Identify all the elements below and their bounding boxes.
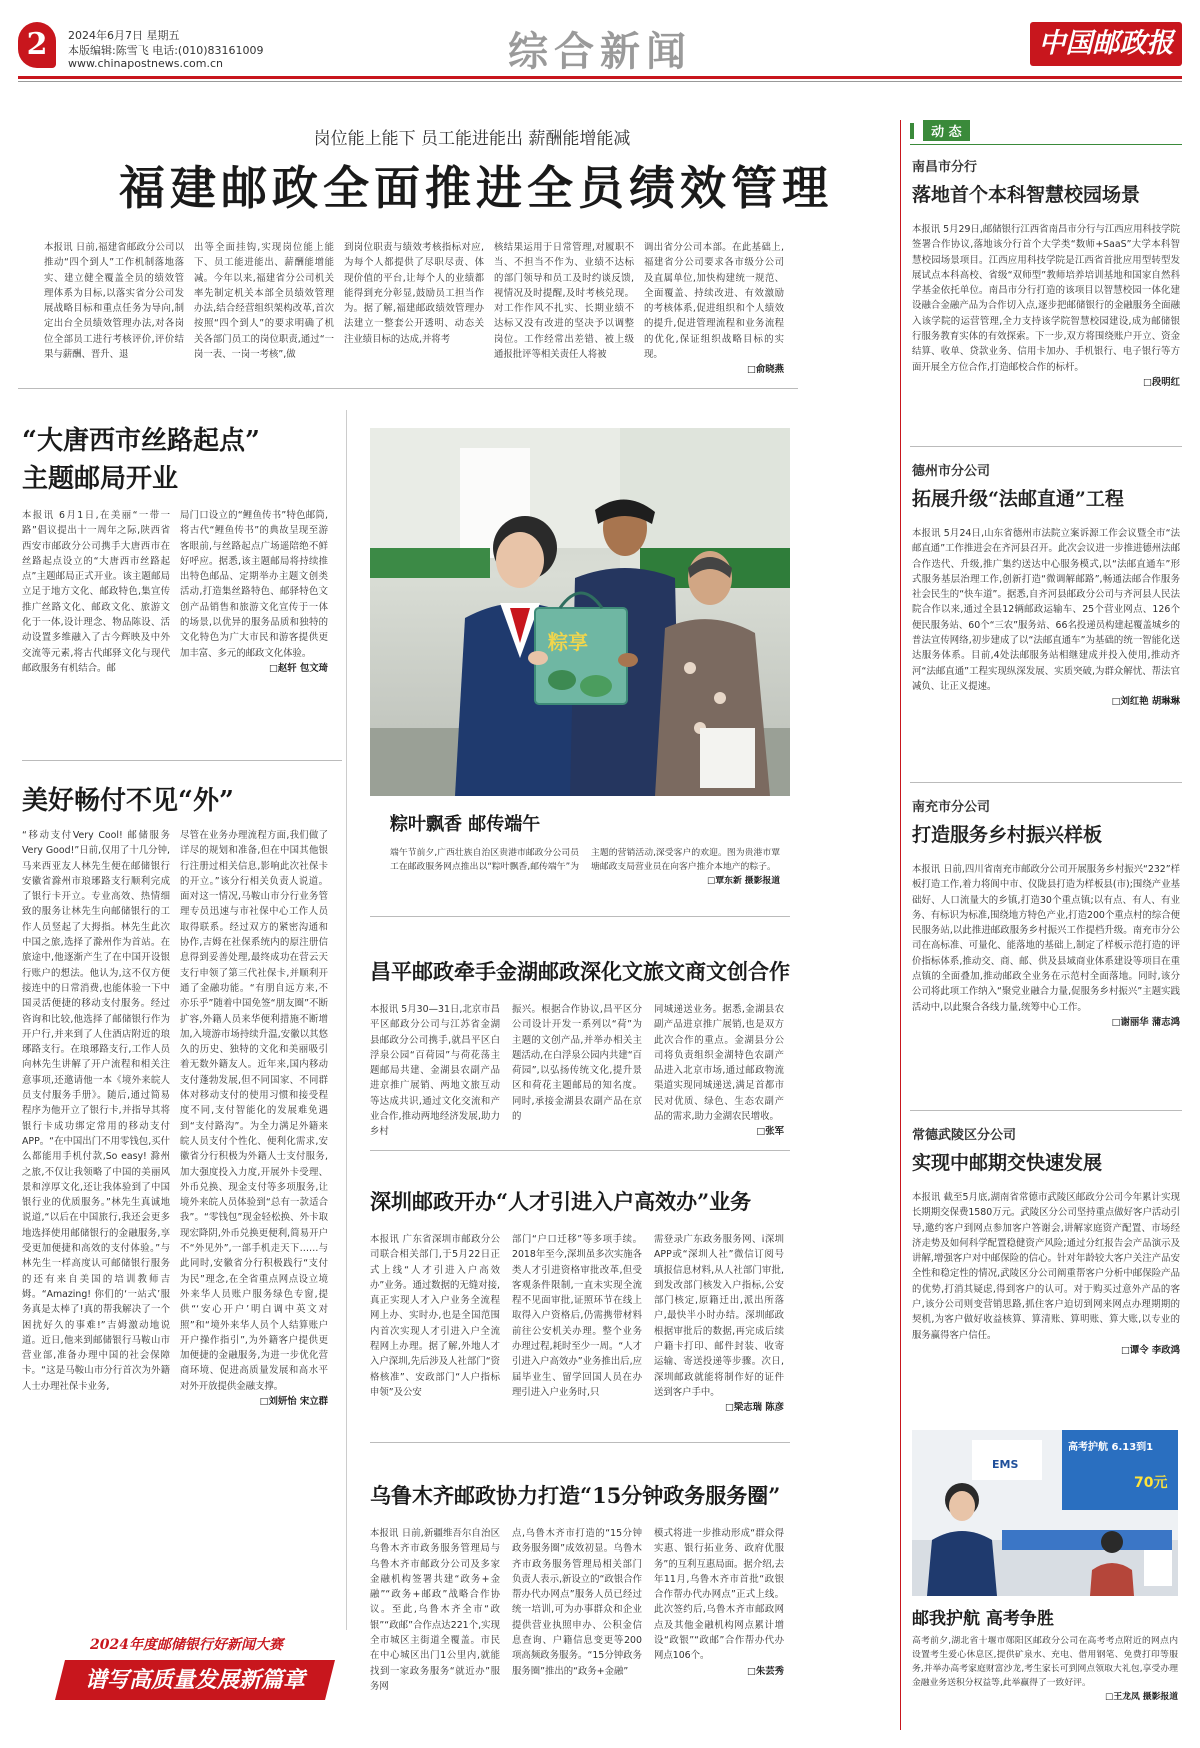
sidebar-item-4-byline: □谭令 李政鸿 bbox=[1121, 1344, 1180, 1356]
changping-byline: □张军 bbox=[756, 1126, 784, 1138]
payment-col-2-text: 尽管在业务办理流程方面,我们做了详尽的规划和准备,但在中国其他银行注册过相关信息,影响此次社保卡的开立。”该分行相关负责人说道。面对这一情况,马鞍山市分行业务管理专员迅速与市社保中心工作人员取得联系。经过双方的紧密沟通和协作,吉姆在社保系统内的原注册信息得到妥善处理,最终成功在营云天支行申领了第三代社保卡,并顺利开通了金融功能。“有朋自远方来,不亦乐乎”随着中国免签“朋友圈”不断扩容,外籍人员来华便利措施不断增加,入境游市场持续升温,安徽以其悠久的历史、独特的文化和美丽吸引着无数外籍友人。近年来,国内移动支付蓬勃发展,但不同国家、不同群体对移动支付的使用习惯和接受程度不同,支付智能化的发展难免遇到“支付路沟”。为全力满足外籍来皖人员支付个性化、便利化需求,安徽省分行积极为外籍人士支付服务,加大强度投入力度,开展外卡受理、外币兑换、现金支付等多项服务,让境外来皖人员体验到“总有一款适合我”。“零钱包”现金轻松换、外卡取现宏降阴,外币兑换更便利,简易开户不“外见外”,一部手机走天下……与此同时,安徽省分行积极践行“支付为民”理念,在全省重点网点设立境外来华人员账户服务绿色专窗,提供“‘安心开户’明白调中英文对照”和“境外来华人员个人结算账户开户操作指引”,为外籍客户提供更加便捷的金融服务,为进一步优化营商环境、促进高质量发展和高水平对外开放提供金融支撑。 bbox=[180, 830, 328, 1392]
website: www.chinapostnews.com.cn bbox=[68, 57, 223, 70]
urumqi-col-1 bbox=[370, 1526, 500, 1726]
lead-col-5 bbox=[644, 240, 784, 378]
silk-title-1: “大唐西市丝路起点” bbox=[22, 426, 260, 456]
main-photo-caption bbox=[390, 846, 780, 906]
sidebar-header-mark bbox=[910, 123, 914, 139]
page-number: 2 bbox=[26, 27, 48, 62]
sidebar-item-1-text: 本报讯 5月29日,邮储银行江西省南昌市分行与江西应用科技学院签署合作协议,落地该分行首个大学类“数师+SaaS”大学本科智慧校园场景项目。江西应用科技学院是江西省首批应用型转型发展试点本科高校、省级“双师型”教师培养培训基地和国家自然科学基金依托单位。南昌市分行打造的该项目以智慧校园一体化建设融合金融产品为合作切入点,逐步把邮储银行的金融服务全面融入该学院的运营管理,全力支持该学院智慧校园建设,成为邮储银行服务教育实体的有效探索。下一步,双方将围绕账户开立、资金结算、收单、贷款业务、信用卡加办、手机银行、电子银行等方面开展全方位合作,打造邮校合作的标杆。 bbox=[912, 224, 1180, 373]
shenzhen-col-3 bbox=[654, 1232, 784, 1432]
sidebar-item-1-title: 落地首个本科智慧校园场景 bbox=[912, 184, 1141, 206]
sidebar-item-2-org: 德州市分公司 bbox=[912, 464, 991, 479]
changping-col-2-text: 振兴。根据合作协议,昌平区分公司设计开发一系列以“荷”为主题的文创产品,并举办相关主题活动,在白浮泉公园内共建“百荷园”,以弘扬传统文化,提升景区和荷花主题邮局的知名度。同时,承接金湖县农副产品在京的 bbox=[512, 1004, 642, 1123]
lead-kicker: 岗位能上能下 员工能进能出 薪酬能增能减 bbox=[313, 129, 631, 149]
lead-col-1 bbox=[44, 240, 184, 378]
lead-col-3 bbox=[344, 240, 484, 378]
side-photo-sign: EMS bbox=[992, 1458, 1019, 1471]
main-photo-byline: □覃东新 摄影报道 bbox=[707, 876, 780, 886]
sidebar-item-4-title: 实现中邮期交快速发展 bbox=[912, 1152, 1103, 1174]
masthead-rule bbox=[18, 76, 1182, 79]
shenzhen-col-2 bbox=[512, 1232, 642, 1432]
sidebar-item-1-body bbox=[912, 222, 1180, 434]
sidebar-item-3-text: 本报讯 日前,四川省南充市邮政分公司开展服务乡村振兴“232”样板打造工作,着力将阆中市、仪陇县打造为样板县(市);围绕产业基础好、人口流量大的乡镇,打造30个重点镇;以有点、有人、有业务、有标识为标准,围绕地方特色产业,打造200个重点村的综合便民服务站,以此推进邮政服务乡村振兴工作提档升级。南充市分公司在高标准、可量化、能落地的基础上,制定了样板示范打造的评价指标体系,推动交、商、邮、供及县域商业体系建设等项目在重点镇的全面叠加,推动邮政全业务在示范村全面落地。同时,该分公司将此项工作纳入“聚党业融合力量,促服务乡村振兴”主题实践活动中,以此聚合各线力量,统筹中心工作。 bbox=[912, 864, 1180, 1013]
sidebar-item-4-text: 本报讯 截至5月底,湖南省常德市武陵区邮政分公司今年累计实现长期期交保费1580万元。武陵区分公司坚持重点做好客户活动引导,邀约客户到网点参加客户答谢会,讲解家庭资产配置、市场经济走势及如何科学配置稳健资产风险;通过分红报告会产品演示及讲解,增强客户对中邮保险的信心。针对年龄较大客户关注产品安全性和稳定性的情况,武陵区分公司阐重帮客户分析中邮保险产品的优势,打消其疑虑,得到客户的认可。对于购买过意外产品的客户,该分公司则变营销思路,抓住客户迫切到网来网点办理期期的契机,为客户做好收益核算、算清账、算明账、算大账,以专业的服务赢得客户信任。 bbox=[912, 1192, 1180, 1341]
sidebar-item-3-byline: □谢丽华 蒲志鸿 bbox=[1111, 1016, 1180, 1028]
sidebar-rule bbox=[900, 120, 901, 1730]
lead-title: 福建邮政全面推进全员绩效管理 bbox=[119, 161, 833, 215]
side-photo-poster-line: 高考护航 6.13到1 bbox=[1068, 1442, 1154, 1453]
silk-col-1 bbox=[22, 508, 170, 720]
payment-title: 美好畅付不见“外” bbox=[22, 786, 234, 816]
lead-col-2 bbox=[194, 240, 334, 378]
issue-date: 2024年6月7日 星期五 bbox=[68, 29, 180, 42]
lead-byline: □俞晓燕 bbox=[747, 364, 784, 376]
silk-col-2-text: 局门口设立的“鲤鱼传书”特色邮筒,将古代“鲤鱼传书”的典故呈现至游客眼前,与丝路起点广场遥陪绝不鲜好呼应。据悉,该主题邮局将持续推出特色邮品、定期举办主题文创类活动,打造集丝路特色、邮驿特色文创产品销售和旅游文化宣传于一体的场景,以优异的服务品质和独特的文化特色为广大市民和游客提供更加丰富、多元的邮政文化体验。 bbox=[180, 510, 328, 659]
shenzhen-col-1-text: 本报讯 广东省深圳市邮政分公司联合相关部门,于5月22日正式上线“人才引进入户高效办”业务。通过数据的无缝对接,真正实现人才入户业务全流程网上办、实时办,也是全国范围内首次实现人才引进入户全流程网上办理。据了解,外地人才入户深圳,先后涉及人社部门“资格核准”、安政部门“人户指标申领”及公安 bbox=[370, 1234, 500, 1398]
side-photo bbox=[912, 1430, 1178, 1596]
side-photo-caption bbox=[912, 1634, 1178, 1730]
silk-divider bbox=[22, 760, 342, 761]
silk-col-2 bbox=[180, 508, 328, 720]
payment-col-1-text: “移动支付Very Cool! 邮储服务Very Good!”日前,仅用了十几分钟,马来西亚友人林先生便在邮储银行安徽省滁州市琅琊路支行顺利完成了银行卡开立。专业高效、热情细致的服务让林先生向邮储银行的工作人员竖起了大拇指。林先生此次中国之旅,选择了滁州作为首站。在旅途中,他逐渐产生了在中国开设银行账户的想法。他认为,这不仅方便接连中的日常消费,也能体验一下中国灵活便捷的移动支付服务。经过咨询和比较,他选择了邮储银行作为开户行,并来到了人住酒店附近的琅琊路支行。在琅琊路支行,工作人员向林先生讲解了开户流程和相关注意事项,还邀请他一本《境外来皖人员支付服务手册》。随后,通过简易程序为他开立了银行卡,并指导其将银行卡成功绑定常用的移动支付APP。“在中国出门不用零钱包,买什么都能用手机付款,So easy! 滁州之旅,不仅让我领略了中国的美丽风景和淳厚文化,还让我体验到了中国银行业的优质服务。”林先生真诚地说道,“以后在中国旅行,我还会更多地选择使用邮储银行的金融服务,享受更加便捷和高效的支付体验。”与林先生一样高度认可邮储银行服务的还有来自美国的培训教师吉姆。“Amazing! 你们的‘一站式’服务真是太棒了!真的帮我解决了一个困扰好久的事难!”吉姆激动地说道。近日,他来到邮储银行马鞍山市营业部,准备办理中国的社会保障卡。“这是马鞍山市分行首次为外籍人士办理社保卡业务, bbox=[22, 830, 170, 1392]
main-photo-caption-text: 端午节前夕,广西壮族自治区贵港市邮政分公司员工在邮政服务网点推出以“粽叶飘香,邮传端午”为主题的营销活动,深受客户的欢迎。图为贵港市覃塘邮政支局营业员在向客户推介本地产的粽子。 bbox=[390, 848, 780, 872]
sidebar-divider-3 bbox=[910, 1110, 1182, 1111]
paper-logo bbox=[1030, 22, 1182, 66]
payment-byline: □刘妍怡 宋立群 bbox=[259, 1395, 328, 1407]
sidebar-header-rule bbox=[910, 144, 1182, 145]
sidebar-item-3-org: 南充市分公司 bbox=[912, 800, 991, 815]
shenzhen-col-2-text: 部门“户口迁移”等多项手续。2018年至今,深圳虽多次实施各类人才引进资格审批改革,但受客观条件限制,一直未实现全流程不见面审批,证照环节在线上取得入户资格后,仍需携带材料前往公安机关办理。整个业务办理过程,耗时至少一周。“人才引进入户高效办”业务推出后,应届毕业生、留学回国人员在办理引进入户业务时,只 bbox=[512, 1234, 642, 1398]
sidebar-item-2-byline: □刘红艳 胡琳琳 bbox=[1111, 696, 1180, 708]
sidebar-item-4-body bbox=[912, 1190, 1180, 1414]
side-photo-scene bbox=[912, 1430, 1178, 1596]
sidebar-header bbox=[910, 120, 1180, 142]
urumqi-col-2 bbox=[512, 1526, 642, 1726]
photo-divider bbox=[370, 916, 790, 917]
main-photo bbox=[370, 428, 790, 796]
shenzhen-col-3-text: 需登录广东政务服务网、i深圳APP或“深圳人社”微信订阅号填报信息材料,从人社部门审批,到发改部门核发入户指标,公安部门核定,原籍迁出,派出所落户,最快半小时办结。深圳邮政根据审批后的数据,再完成后续户籍卡打印、邮件封装、收寄运输、寄送投递等步骤。次日,深圳邮政就能将制作好的证件送到客户手中。 bbox=[654, 1234, 784, 1398]
shenzhen-title: 深圳邮政开办“人才引进入户高效办”业务 bbox=[370, 1189, 752, 1214]
main-photo-caption-title: 粽叶飘香 邮传端午 bbox=[390, 814, 541, 835]
shenzhen-byline: □梁志瑞 陈彦 bbox=[725, 1402, 784, 1414]
silk-col-1-text: 本报讯 6月1日,在美丽“一带一路”倡议提出十一周年之际,陕西省西安市邮政分公司携手大唐西市在丝路起点设立的“大唐西市丝路起点”主题邮局正式开业。该主题邮局立足于地方文化、邮政特色,集宣传推广丝路文化、邮政文化、旅游文化于一体,设计理念、物品陈设、活动设置多维融入了古今辉映及中外交流等元素,将古代邮驿文化与现代邮政服务有机结合。邮 bbox=[22, 510, 170, 674]
sidebar-item-2-body bbox=[912, 526, 1180, 770]
contest-banner bbox=[60, 1634, 360, 1712]
editor-line: 本版编辑:陈雪飞 电话:(010)83161009 bbox=[68, 44, 264, 57]
left-column-rule bbox=[346, 410, 347, 1630]
sidebar-item-3-body bbox=[912, 862, 1180, 1098]
masthead-rule-thin bbox=[18, 81, 1182, 82]
sidebar-divider-1 bbox=[910, 446, 1182, 447]
lead-col-4-text: 核结果运用于日常管理,对履职不当、不担当不作为、业绩不达标的部门领导和员工及时约谈反馈,视情况及时提醒,及时考核兑现。对工作作风不扎实、长期业绩不达标又没有改进的坚决予以调整岗位。工作经常出差错、被上级通报批评等相关责任人将被 bbox=[494, 242, 634, 361]
shenzhen-divider bbox=[370, 1442, 790, 1443]
changping-col-1-text: 本报讯 5月30—31日,北京市昌平区邮政分公司与江苏省金湖县邮政分公司携手,就昌平区白浮泉公园“百荷园”与荷花荡主题邮局共建、金湖县农副产品进京推广展销、两地文旅互动等达成共识,通过文化交流和产业合作,推动两地经济发展,助力乡村 bbox=[370, 1004, 500, 1138]
changping-col-3-text: 同城递送业务。据悉,金湖县农副产品进京推广展销,也是双方此次合作的重点。金湖县分公司将负责组织金湖特色农副产品进入北京市场,通过邮政物流渠道实现同城递送,满足首都市民对优质、绿色、生态农副产品的需求,助力金湖农民增收。 bbox=[654, 1004, 784, 1123]
side-photo-price: 70元 bbox=[1134, 1475, 1168, 1491]
banner-line-2: 谱写高质量发展新篇章 bbox=[84, 1667, 305, 1693]
silk-byline: □赵轩 包文琦 bbox=[269, 662, 328, 674]
payment-col-2 bbox=[180, 828, 328, 1620]
lead-col-4 bbox=[494, 240, 634, 378]
sidebar-item-4-org: 常德武陵区分公司 bbox=[912, 1128, 1017, 1143]
lead-col-1-text: 本报讯 日前,福建省邮政分公司以推动“四个到人”工作机制落地落实、建立健全覆盖全员的绩效管理体系为目标,以落实省分公司发展战略目标和重点任务为导向,制定出台全员绩效管理办法,对各岗位全部员工进行考核评价,评价结果与薪酬、晋升、退 bbox=[44, 242, 184, 361]
lead-col-5-text: 调出省分公司本部。在此基础上,福建省分公司要求各市级分公司及直属单位,加快构建统一规范、全面覆盖、持续改进、有效激励的考核体系,促进组织和个人绩效的提升,促进管理流程和业务流程的优化,保证组织战略目标的实现。 bbox=[644, 242, 784, 361]
urumqi-col-3 bbox=[654, 1526, 784, 1726]
changping-col-2 bbox=[512, 1002, 642, 1140]
lead-col-3-text: 到岗位职责与绩效考核指标对应,为每个人都提供了尽职尽责、体现价值的平台,让每个人的业绩都能得到充分彰显,鼓励员工担当作为。据了解,福建邮政绩效管理办法建立一整套公开透明、动态关注业绩目标的达成,并将考 bbox=[344, 242, 484, 345]
sidebar-header-text: 动 态 bbox=[923, 120, 970, 141]
side-photo-caption-text: 高考前夕,湖北省十堰市郧阳区邮政分公司在高考考点附近的网点内设置考生爱心休息区,提供矿泉水、充电、借用钢笔、免费打印等服务,并举办高考家庭财富沙龙,考生家长可到网点领取大礼包,享受办理金融业务送积分权益等,此举赢得了一致好评。 bbox=[912, 1636, 1178, 1688]
lead-col-2-text: 出等全面挂钩,实现岗位能上能下、员工能进能出、薪酬能增能减。今年以来,福建省分公司机关率先制定机关本部全员绩效管理办法,结合经营组织架构改革,首次按照“四个到人”的要求明确了机关各部门员工的岗位职责,通过“一岗一表、一岗一考核”,做 bbox=[194, 242, 334, 361]
gift-bag-label: 粽享 bbox=[548, 630, 588, 654]
urumqi-col-1-text: 本报讯 日前,新疆维吾尔自治区乌鲁木齐市政务服务管理局与乌鲁木齐市邮政分公司及多家金融机构签署共建“政务+金融”“政务+邮政”战略合作协议。至此,乌鲁木齐全市“政银”“政邮”合作点达221个,实现全市城区主街道全覆盖。市民在中心城区出门1公里内,就能找到一家政务服务“就近办”服务网 bbox=[370, 1528, 500, 1692]
changping-title: 昌平邮政牵手金湖邮政深化文旅文商文创合作 bbox=[370, 959, 790, 984]
changping-col-1 bbox=[370, 1002, 500, 1140]
section-title: 综合新闻 bbox=[508, 28, 692, 75]
side-photo-caption-title: 邮我护航 高考争胜 bbox=[912, 1609, 1054, 1629]
sidebar-divider-2 bbox=[910, 782, 1182, 783]
shenzhen-col-1 bbox=[370, 1232, 500, 1432]
urumqi-byline: □朱芸秀 bbox=[747, 1665, 784, 1677]
paper-logo-text: 中国邮政报 bbox=[1038, 28, 1174, 59]
sidebar-item-2-text: 本报讯 5月24日,山东省德州市法院立案诉源工作会议暨全市“法邮直通”工作推进会在齐河县召开。此次会议进一步推进德州法邮合作迭代、升级,推广集约送达中心服务模式,以“法邮直通车”形式服务基层治理工作,创新打造“微调解邮路”,畅通法邮合作服务社会民生的“快车道”。据悉,自齐河县邮政分公司与齐河县人民法院合作以来,通过全县12辆邮政运输车、25个营业网点、126个便民服务站、60个“三农”服务站、66名投递员构建起覆盖城乡的普法宣传网络,初步建成了以“法邮直通车”为基础的统一智能化送达服务体系。目前,4处法邮服务站相继建成并投入使用,推动齐河“法邮直通”工程实现纵深发展、实质突破,为群众解忧、帮法官减负、让正义提速。 bbox=[912, 528, 1180, 692]
urumqi-col-2-text: 点,乌鲁木齐市打造的“15分钟政务服务圈”成效初显。乌鲁木齐市政务服务管理局相关部门负责人表示,新设立的“政银合作帮办代办网点”服务人员已经过统一培训,可为办事群众和企业提供营业执照申办、公积金信息查询、户籍信息变更等200项高频政务服务。“15分钟政务服务圈”推出的“政务+金融” bbox=[512, 1528, 642, 1677]
payment-col-1 bbox=[22, 828, 170, 1620]
sidebar-item-3-title: 打造服务乡村振兴样板 bbox=[912, 824, 1103, 846]
changping-col-3 bbox=[654, 1002, 784, 1140]
urumqi-col-3-text: 模式将进一步推动形成“群众得实惠、银行拓业务、政府优服务”的互利互惠局面。据介绍,去年11月,乌鲁木齐市首批“政银合作帮办代办网点”正式上线。此次签约后,乌鲁木齐市邮政网点及其他金融机构网点累计增设“政银”“政邮”合作帮办代办网点106个。 bbox=[654, 1528, 784, 1662]
sidebar-item-1-byline: □段明红 bbox=[1143, 376, 1180, 388]
changping-divider bbox=[370, 1150, 790, 1151]
banner-ribbon bbox=[55, 1660, 335, 1700]
photo-scene bbox=[370, 428, 790, 796]
lead-divider bbox=[18, 388, 798, 389]
silk-title-2: 主题邮局开业 bbox=[22, 464, 179, 494]
banner-line-1: 2024年度邮储银行好新闻大赛 bbox=[90, 1637, 283, 1653]
page-number-badge bbox=[18, 22, 56, 68]
sidebar-item-2-title: 拓展升级“法邮直通”工程 bbox=[912, 488, 1124, 510]
sidebar-item-1-org: 南昌市分行 bbox=[912, 160, 978, 175]
side-photo-byline: □王龙凤 摄影报道 bbox=[1105, 1692, 1178, 1702]
urumqi-title: 乌鲁木齐邮政协力打造“15分钟政务服务圈” bbox=[370, 1483, 781, 1508]
